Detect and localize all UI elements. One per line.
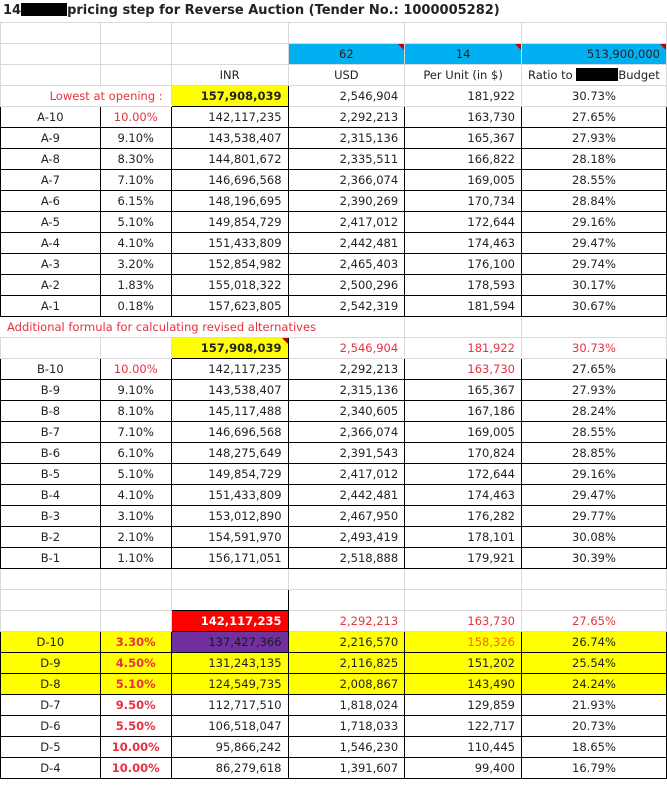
table-row: [1, 275, 667, 296]
row-percent[interactable]: 0.18%: [100, 296, 171, 317]
row-inr[interactable]: 137,427,366: [171, 632, 288, 653]
row-ratio[interactable]: 28.84%: [521, 191, 666, 212]
table-row: [1, 674, 667, 695]
d-base-per-unit[interactable]: 163,730: [405, 611, 522, 632]
row-ratio[interactable]: 21.93%: [521, 695, 666, 716]
row-percent[interactable]: 2.10%: [100, 527, 171, 548]
table-row: [1, 443, 667, 464]
cell[interactable]: [521, 317, 666, 338]
row-percent[interactable]: 9.50%: [100, 695, 171, 716]
pricing-table: [0, 22, 667, 779]
row-id[interactable]: A-10: [1, 107, 101, 128]
redacted-block: [21, 3, 67, 16]
row-per-unit[interactable]: 178,101: [405, 527, 522, 548]
table-row: [1, 527, 667, 548]
row-usd[interactable]: 2,417,012: [288, 464, 405, 485]
table-row: [1, 359, 667, 380]
row-per-unit[interactable]: 110,445: [405, 737, 522, 758]
row-usd[interactable]: 2,008,867: [288, 674, 405, 695]
row-id[interactable]: B-6: [1, 443, 101, 464]
row-percent[interactable]: 10.00%: [100, 359, 171, 380]
table-row: [1, 380, 667, 401]
cell[interactable]: [100, 338, 171, 359]
cell[interactable]: [171, 23, 288, 44]
lowest-per-unit[interactable]: 181,922: [405, 86, 522, 107]
row-inr[interactable]: 146,696,568: [171, 422, 288, 443]
section-d-base-row: [1, 611, 667, 632]
table-row: [1, 254, 667, 275]
d-base-inr[interactable]: 142,117,235: [171, 611, 288, 632]
row-inr[interactable]: 142,117,235: [171, 107, 288, 128]
row-id[interactable]: A-7: [1, 170, 101, 191]
row-id[interactable]: B-5: [1, 464, 101, 485]
table-row: [1, 128, 667, 149]
row-percent[interactable]: 1.83%: [100, 275, 171, 296]
row-usd[interactable]: 2,116,825: [288, 653, 405, 674]
row-ratio[interactable]: 16.79%: [521, 758, 666, 779]
lowest-usd[interactable]: 2,546,904: [288, 86, 405, 107]
cell[interactable]: [1, 611, 101, 632]
row-inr[interactable]: 152,854,982: [171, 254, 288, 275]
row-ratio[interactable]: 24.24%: [521, 674, 666, 695]
row-per-unit[interactable]: 169,005: [405, 170, 522, 191]
table-row: [1, 632, 667, 653]
row-id[interactable]: D-8: [1, 674, 101, 695]
empty-row: [1, 23, 667, 44]
cell[interactable]: [1, 590, 101, 611]
header-ratio[interactable]: [521, 65, 666, 86]
row-percent[interactable]: 6.15%: [100, 191, 171, 212]
row-usd[interactable]: 2,366,074: [288, 422, 405, 443]
row-ratio[interactable]: 29.16%: [521, 212, 666, 233]
row-inr[interactable]: 112,717,510: [171, 695, 288, 716]
row-per-unit[interactable]: 166,822: [405, 149, 522, 170]
lowest-row: [1, 86, 667, 107]
row-ratio[interactable]: 29.16%: [521, 464, 666, 485]
cell[interactable]: [521, 590, 666, 611]
row-usd[interactable]: 1,391,607: [288, 758, 405, 779]
cell[interactable]: [171, 569, 288, 590]
empty-row: [1, 590, 667, 611]
row-id[interactable]: B-7: [1, 422, 101, 443]
row-id[interactable]: B-3: [1, 506, 101, 527]
cell[interactable]: [521, 23, 666, 44]
row-ratio[interactable]: 26.74%: [521, 632, 666, 653]
row-percent[interactable]: 5.10%: [100, 464, 171, 485]
row-id[interactable]: A-9: [1, 128, 101, 149]
row-inr[interactable]: 151,433,809: [171, 485, 288, 506]
table-row: [1, 212, 667, 233]
row-id[interactable]: B-1: [1, 548, 101, 569]
row-percent[interactable]: 7.10%: [100, 170, 171, 191]
row-per-unit[interactable]: 179,921: [405, 548, 522, 569]
row-usd[interactable]: 1,546,230: [288, 737, 405, 758]
cell[interactable]: [100, 44, 171, 65]
row-ratio[interactable]: 29.74%: [521, 254, 666, 275]
row-per-unit[interactable]: 174,463: [405, 485, 522, 506]
row-percent[interactable]: 3.10%: [100, 506, 171, 527]
row-inr[interactable]: 144,801,672: [171, 149, 288, 170]
row-inr[interactable]: 145,117,488: [171, 401, 288, 422]
row-inr[interactable]: 157,623,805: [171, 296, 288, 317]
additional-values-row: [1, 338, 667, 359]
row-id[interactable]: A-6: [1, 191, 101, 212]
redacted-block: [576, 68, 618, 81]
row-per-unit[interactable]: 170,824: [405, 443, 522, 464]
row-usd[interactable]: 2,292,213: [288, 107, 405, 128]
table-row: [1, 506, 667, 527]
row-id[interactable]: D-5: [1, 737, 101, 758]
row-inr[interactable]: 143,538,407: [171, 380, 288, 401]
row-ratio[interactable]: 30.08%: [521, 527, 666, 548]
row-per-unit[interactable]: 165,367: [405, 128, 522, 149]
usd-rate-cell[interactable]: 62: [288, 44, 405, 65]
table-row: [1, 716, 667, 737]
row-percent[interactable]: 4.50%: [100, 653, 171, 674]
table-row: [1, 548, 667, 569]
table-row: [1, 149, 667, 170]
row-usd[interactable]: 2,315,136: [288, 380, 405, 401]
row-per-unit[interactable]: 151,202: [405, 653, 522, 674]
row-inr[interactable]: 124,549,735: [171, 674, 288, 695]
ratio-prefix: Ratio to: [527, 68, 573, 82]
cell[interactable]: [1, 569, 101, 590]
row-usd[interactable]: 1,818,024: [288, 695, 405, 716]
row-id[interactable]: D-9: [1, 653, 101, 674]
row-percent[interactable]: 8.10%: [100, 401, 171, 422]
cell[interactable]: [1, 338, 101, 359]
row-percent[interactable]: 10.00%: [100, 737, 171, 758]
table-row: [1, 758, 667, 779]
table-row: [1, 401, 667, 422]
lowest-label[interactable]: Lowest at opening :: [1, 86, 172, 107]
row-id[interactable]: B-2: [1, 527, 101, 548]
row-percent[interactable]: 4.10%: [100, 485, 171, 506]
row-inr[interactable]: 153,012,890: [171, 506, 288, 527]
row-usd[interactable]: 2,500,296: [288, 275, 405, 296]
row-usd[interactable]: 2,518,888: [288, 548, 405, 569]
row-usd[interactable]: 2,467,950: [288, 506, 405, 527]
cell[interactable]: [288, 23, 405, 44]
lowest-ratio[interactable]: 30.73%: [521, 86, 666, 107]
row-percent[interactable]: 6.10%: [100, 443, 171, 464]
row-id[interactable]: B-10: [1, 359, 101, 380]
row-usd[interactable]: 2,340,605: [288, 401, 405, 422]
row-ratio[interactable]: 30.39%: [521, 548, 666, 569]
title-prefix: 14: [3, 3, 22, 18]
row-ratio[interactable]: 29.47%: [521, 485, 666, 506]
row-ratio[interactable]: 27.65%: [521, 359, 666, 380]
row-usd[interactable]: 2,390,269: [288, 191, 405, 212]
row-usd[interactable]: 2,465,403: [288, 254, 405, 275]
row-usd[interactable]: 2,417,012: [288, 212, 405, 233]
row-usd[interactable]: 2,335,511: [288, 149, 405, 170]
row-per-unit[interactable]: 174,463: [405, 233, 522, 254]
row-id[interactable]: D-6: [1, 716, 101, 737]
table-row: [1, 107, 667, 128]
cell[interactable]: [171, 44, 288, 65]
row-inr[interactable]: 148,196,695: [171, 191, 288, 212]
row-percent[interactable]: 8.30%: [100, 149, 171, 170]
row-percent[interactable]: 4.10%: [100, 233, 171, 254]
row-per-unit[interactable]: 172,644: [405, 464, 522, 485]
additional-usd[interactable]: 2,546,904: [288, 338, 405, 359]
ratio-suffix: Budget: [618, 68, 660, 82]
row-usd[interactable]: 2,542,319: [288, 296, 405, 317]
row-ratio[interactable]: 28.85%: [521, 443, 666, 464]
units-cell[interactable]: 14: [405, 44, 522, 65]
cell[interactable]: [405, 569, 522, 590]
row-inr[interactable]: 148,275,649: [171, 443, 288, 464]
additional-label[interactable]: Additional formula for calculating revised alternatives: [1, 317, 405, 338]
row-inr[interactable]: 149,854,729: [171, 464, 288, 485]
row-percent[interactable]: 7.10%: [100, 422, 171, 443]
row-per-unit[interactable]: 169,005: [405, 422, 522, 443]
row-id[interactable]: D-7: [1, 695, 101, 716]
row-per-unit[interactable]: 165,367: [405, 380, 522, 401]
row-percent[interactable]: 9.10%: [100, 128, 171, 149]
table-row: [1, 485, 667, 506]
row-ratio[interactable]: 29.77%: [521, 506, 666, 527]
additional-ratio[interactable]: 30.73%: [521, 338, 666, 359]
row-inr[interactable]: 86,279,618: [171, 758, 288, 779]
row-usd[interactable]: 2,442,481: [288, 485, 405, 506]
table-row: [1, 695, 667, 716]
row-inr[interactable]: 146,696,568: [171, 170, 288, 191]
row-usd[interactable]: 1,718,033: [288, 716, 405, 737]
row-id[interactable]: B-9: [1, 380, 101, 401]
row-inr[interactable]: 151,433,809: [171, 233, 288, 254]
row-per-unit[interactable]: 129,859: [405, 695, 522, 716]
row-ratio[interactable]: 28.24%: [521, 401, 666, 422]
sheet-title: [0, 0, 667, 22]
cell[interactable]: [405, 590, 522, 611]
row-per-unit[interactable]: 163,730: [405, 107, 522, 128]
row-id[interactable]: A-4: [1, 233, 101, 254]
cell[interactable]: [100, 23, 171, 44]
row-usd[interactable]: 2,292,213: [288, 359, 405, 380]
row-id[interactable]: A-5: [1, 212, 101, 233]
header-inr[interactable]: INR: [171, 65, 288, 86]
row-inr[interactable]: 149,854,729: [171, 212, 288, 233]
d-base-ratio[interactable]: 27.65%: [521, 611, 666, 632]
row-inr[interactable]: 106,518,047: [171, 716, 288, 737]
row-per-unit[interactable]: 172,644: [405, 212, 522, 233]
header-usd[interactable]: USD: [288, 65, 405, 86]
cell[interactable]: [1, 44, 101, 65]
cell[interactable]: [521, 569, 666, 590]
row-id[interactable]: A-2: [1, 275, 101, 296]
row-ratio[interactable]: 20.73%: [521, 716, 666, 737]
row-per-unit[interactable]: 122,717: [405, 716, 522, 737]
row-percent[interactable]: 10.00%: [100, 107, 171, 128]
row-per-unit[interactable]: 158,326: [405, 632, 522, 653]
row-id[interactable]: D-10: [1, 632, 101, 653]
lowest-inr[interactable]: 157,908,039: [171, 86, 288, 107]
row-ratio[interactable]: 29.47%: [521, 233, 666, 254]
row-ratio[interactable]: 25.54%: [521, 653, 666, 674]
row-inr[interactable]: 154,591,970: [171, 527, 288, 548]
row-ratio[interactable]: 27.65%: [521, 107, 666, 128]
row-ratio[interactable]: 30.67%: [521, 296, 666, 317]
row-usd[interactable]: 2,493,419: [288, 527, 405, 548]
row-per-unit[interactable]: 176,100: [405, 254, 522, 275]
cell[interactable]: [100, 569, 171, 590]
row-percent[interactable]: 1.10%: [100, 548, 171, 569]
cell[interactable]: [1, 65, 101, 86]
table-row: [1, 233, 667, 254]
cell[interactable]: [288, 569, 405, 590]
row-ratio[interactable]: 30.17%: [521, 275, 666, 296]
row-per-unit[interactable]: 176,282: [405, 506, 522, 527]
row-percent[interactable]: 10.00%: [100, 758, 171, 779]
row-id[interactable]: B-8: [1, 401, 101, 422]
table-row: [1, 296, 667, 317]
row-ratio[interactable]: 18.65%: [521, 737, 666, 758]
row-inr[interactable]: 143,538,407: [171, 128, 288, 149]
row-ratio[interactable]: 27.93%: [521, 128, 666, 149]
row-id[interactable]: A-1: [1, 296, 101, 317]
row-per-unit[interactable]: 178,593: [405, 275, 522, 296]
additional-inr[interactable]: 157,908,039: [171, 338, 288, 359]
row-id[interactable]: A-3: [1, 254, 101, 275]
row-ratio[interactable]: 27.93%: [521, 380, 666, 401]
params-row: [1, 44, 667, 65]
header-row: [1, 65, 667, 86]
cell[interactable]: [100, 590, 171, 611]
row-ratio[interactable]: 28.55%: [521, 422, 666, 443]
row-inr[interactable]: 155,018,322: [171, 275, 288, 296]
row-usd[interactable]: 2,216,570: [288, 632, 405, 653]
budget-cell[interactable]: 513,900,000: [521, 44, 666, 65]
row-ratio[interactable]: 28.18%: [521, 149, 666, 170]
row-inr[interactable]: 95,866,242: [171, 737, 288, 758]
row-percent[interactable]: 9.10%: [100, 380, 171, 401]
row-id[interactable]: D-4: [1, 758, 101, 779]
cell[interactable]: [100, 611, 171, 632]
empty-row: [1, 569, 667, 590]
row-inr[interactable]: 131,243,135: [171, 653, 288, 674]
row-per-unit[interactable]: 143,490: [405, 674, 522, 695]
table-row: [1, 653, 667, 674]
row-per-unit[interactable]: 167,186: [405, 401, 522, 422]
cell[interactable]: [1, 23, 101, 44]
table-row: [1, 170, 667, 191]
row-percent[interactable]: 3.30%: [100, 632, 171, 653]
row-per-unit[interactable]: 99,400: [405, 758, 522, 779]
row-per-unit[interactable]: 170,734: [405, 191, 522, 212]
row-usd[interactable]: 2,366,074: [288, 170, 405, 191]
row-per-unit[interactable]: 181,594: [405, 296, 522, 317]
table-row: [1, 737, 667, 758]
row-inr[interactable]: 156,171,051: [171, 548, 288, 569]
row-usd[interactable]: 2,442,481: [288, 233, 405, 254]
row-percent[interactable]: 5.10%: [100, 674, 171, 695]
table-row: [1, 464, 667, 485]
header-per-unit[interactable]: Per Unit (in $): [405, 65, 522, 86]
row-percent[interactable]: 3.20%: [100, 254, 171, 275]
row-usd[interactable]: 2,391,543: [288, 443, 405, 464]
d-base-usd[interactable]: 2,292,213: [288, 611, 405, 632]
row-percent[interactable]: 5.50%: [100, 716, 171, 737]
cell[interactable]: [288, 590, 405, 611]
row-usd[interactable]: 2,315,136: [288, 128, 405, 149]
title-suffix: pricing step for Reverse Auction (Tender No.: 1000005282): [67, 3, 500, 18]
row-inr[interactable]: 142,117,235: [171, 359, 288, 380]
row-per-unit[interactable]: 163,730: [405, 359, 522, 380]
additional-label-row: [1, 317, 667, 338]
empty-boxed-cell[interactable]: [171, 590, 288, 611]
row-percent[interactable]: 5.10%: [100, 212, 171, 233]
cell[interactable]: [100, 65, 171, 86]
table-row: [1, 422, 667, 443]
additional-per-unit[interactable]: 181,922: [405, 338, 522, 359]
cell[interactable]: [405, 317, 522, 338]
cell[interactable]: [405, 23, 522, 44]
row-id[interactable]: B-4: [1, 485, 101, 506]
table-row: [1, 191, 667, 212]
row-ratio[interactable]: 28.55%: [521, 170, 666, 191]
row-id[interactable]: A-8: [1, 149, 101, 170]
